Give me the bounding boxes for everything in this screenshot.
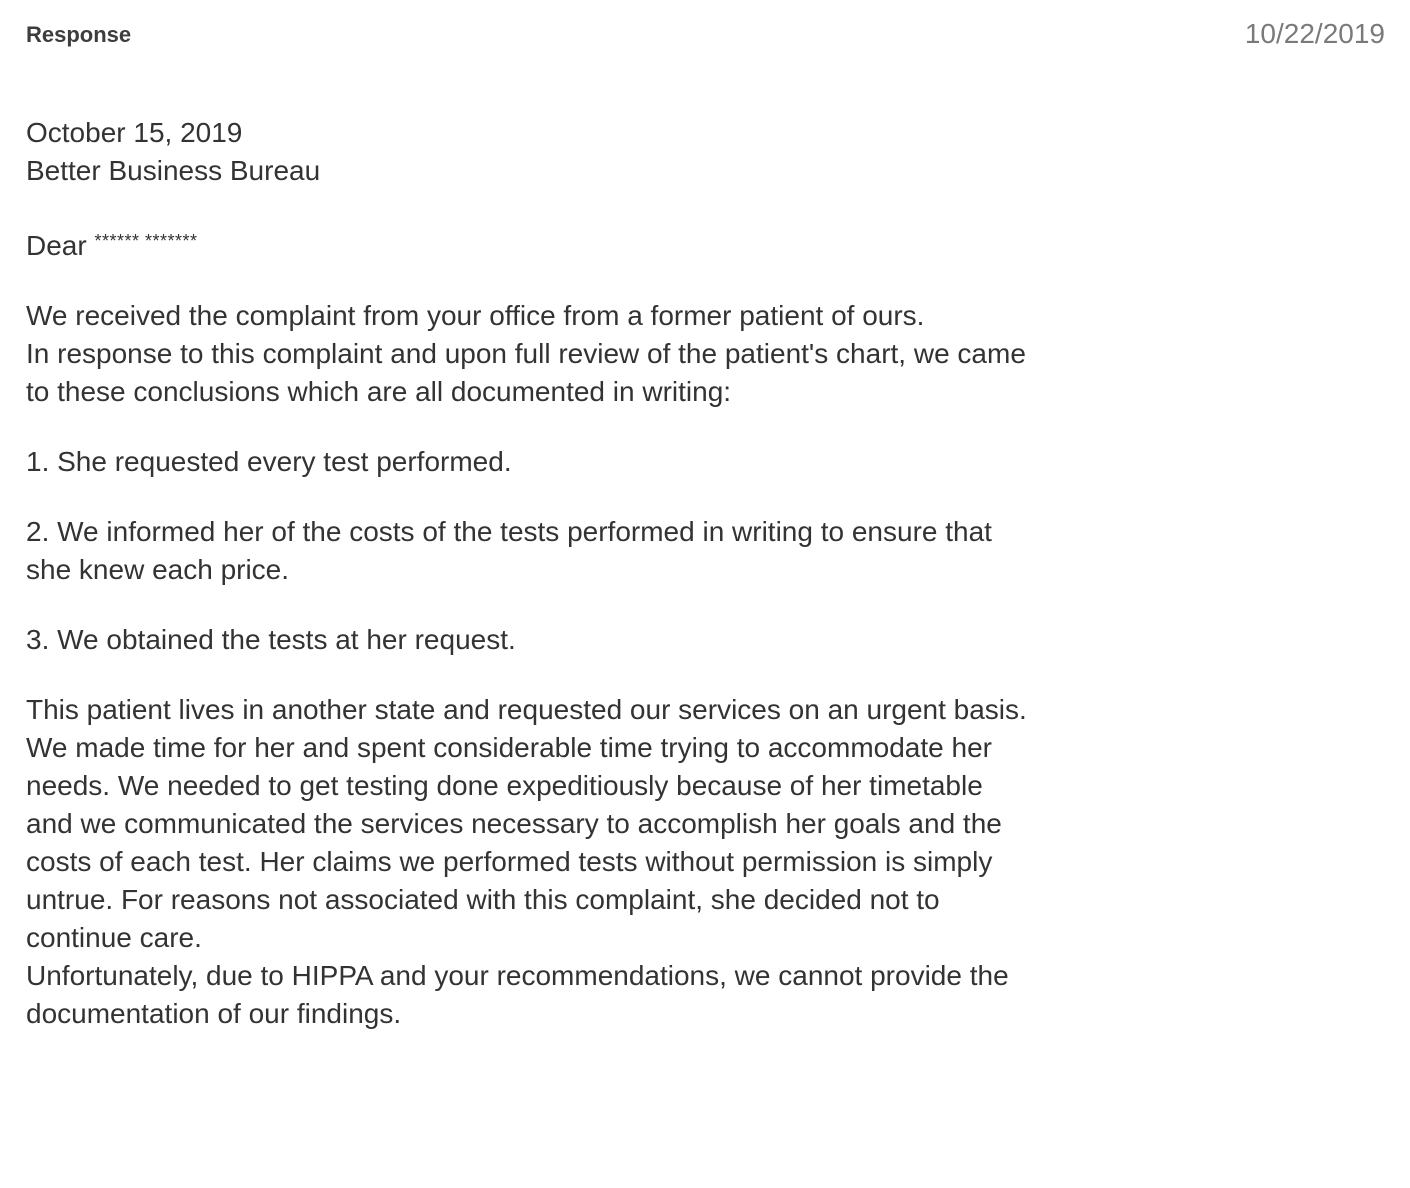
closing-paragraph: Unfortunately, due to HIPPA and your recommendations, we cannot provide the documentation of our findings.	[26, 960, 1009, 1029]
body-paragraph: This patient lives in another state and requested our services on an urgent basis. We made time for her and spent considerable time trying to accommodate her needs. We needed to get testing done expeditiously because of her timetable and we communicated the services necessary to accomplish her goals and the costs of each test. Her claims we performed tests without permission is simply untrue. For reasons not associated with this complaint, she decided not to continue care.	[26, 694, 1027, 953]
response-letter	[26, 114, 1036, 1065]
intro-sentence: We received the complaint from your office from a former patient of ours.	[26, 300, 925, 331]
conclusion-text-3: 3. We obtained the tests at her request.	[26, 624, 516, 655]
conclusion-text-2: 2. We informed her of the costs of the tests performed in writing to ensure that she knew each price.	[26, 516, 992, 585]
letter-intro	[26, 297, 1036, 411]
response-date: 10/22/2019	[1244, 18, 1385, 49]
letter-date: October 15, 2019	[26, 117, 243, 148]
letter-heading	[26, 114, 1036, 190]
conclusion-item-3	[26, 621, 1036, 659]
conclusion-item-2	[26, 513, 1036, 589]
conclusion-text-1: 1. She requested every test performed.	[26, 446, 512, 477]
redacted-name: ****** *******	[94, 231, 198, 251]
response-header	[26, 18, 1385, 54]
intro-conclusions: In response to this complaint and upon full review of the patient's chart, we came to these conclusions which are all documented in writing:	[26, 338, 1026, 407]
salutation-text: Dear	[26, 230, 87, 261]
conclusion-item-1	[26, 443, 1036, 481]
letter-recipient: Better Business Bureau	[26, 155, 321, 186]
letter-salutation	[26, 222, 1036, 265]
response-label: Response	[26, 22, 132, 47]
letter-body	[26, 691, 1036, 1033]
